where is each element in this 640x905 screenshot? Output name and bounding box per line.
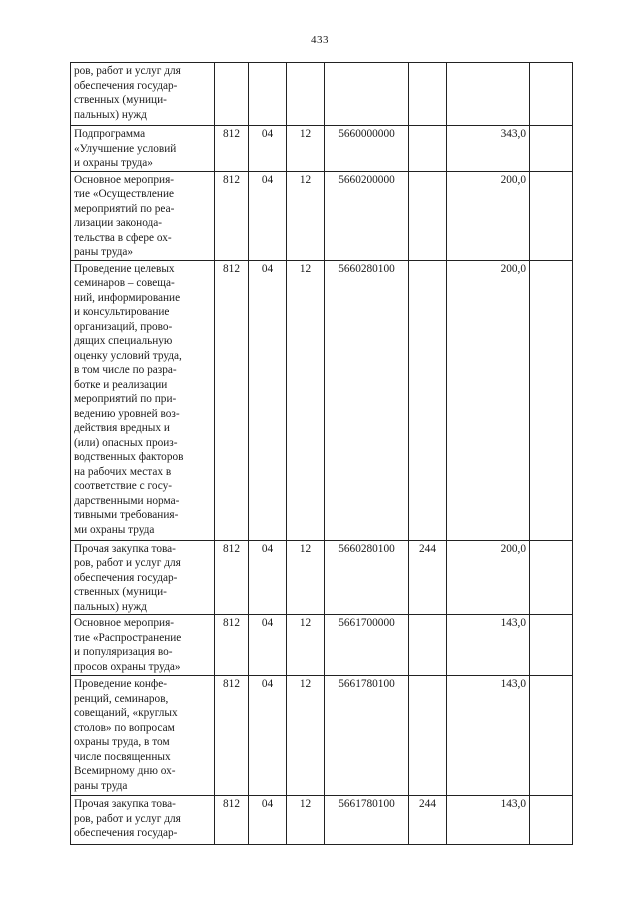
amount-cell: 143,0 bbox=[447, 676, 530, 796]
amount-cell: 343,0 bbox=[447, 126, 530, 172]
amount-cell: 143,0 bbox=[447, 615, 530, 676]
ministry-code-cell: 812 bbox=[215, 540, 249, 615]
section-code-cell bbox=[249, 63, 287, 126]
row-name-cell: Подпрограмма «Улучшение условий и охраны труда» bbox=[71, 126, 215, 172]
empty-cell bbox=[530, 171, 573, 260]
subsection-code-cell bbox=[287, 63, 325, 126]
ministry-code-cell: 812 bbox=[215, 676, 249, 796]
section-code-cell: 04 bbox=[249, 171, 287, 260]
table-row bbox=[71, 260, 573, 540]
empty-cell bbox=[530, 540, 573, 615]
expense-type-cell bbox=[409, 615, 447, 676]
amount-cell: 200,0 bbox=[447, 171, 530, 260]
page-number: 433 bbox=[311, 34, 329, 46]
expense-type-cell bbox=[409, 676, 447, 796]
ministry-code-cell: 812 bbox=[215, 796, 249, 845]
expense-type-cell bbox=[409, 260, 447, 540]
subsection-code-cell: 12 bbox=[287, 676, 325, 796]
amount-cell bbox=[447, 63, 530, 126]
subsection-code-cell: 12 bbox=[287, 540, 325, 615]
table-row bbox=[71, 540, 573, 615]
empty-cell bbox=[530, 796, 573, 845]
budget-table bbox=[70, 62, 573, 845]
expense-type-cell bbox=[409, 63, 447, 126]
subsection-code-cell: 12 bbox=[287, 796, 325, 845]
section-code-cell: 04 bbox=[249, 615, 287, 676]
ministry-code-cell bbox=[215, 63, 249, 126]
expense-type-cell bbox=[409, 126, 447, 172]
ministry-code-cell: 812 bbox=[215, 615, 249, 676]
amount-cell: 200,0 bbox=[447, 540, 530, 615]
empty-cell bbox=[530, 260, 573, 540]
row-name-cell: Прочая закупка това- ров, работ и услуг для обеспечения государ- ственных (муници- пальных) нужд bbox=[71, 540, 215, 615]
ministry-code-cell: 812 bbox=[215, 126, 249, 172]
empty-cell bbox=[530, 126, 573, 172]
target-code-cell: 5660000000 bbox=[325, 126, 409, 172]
target-code-cell: 5661780100 bbox=[325, 796, 409, 845]
expense-type-cell bbox=[409, 171, 447, 260]
row-name-cell: Основное мероприя- тие «Осуществление мероприятий по реа- лизации законода- тельства в сфере ох- раны труда» bbox=[71, 171, 215, 260]
subsection-code-cell: 12 bbox=[287, 260, 325, 540]
subsection-code-cell: 12 bbox=[287, 171, 325, 260]
section-code-cell: 04 bbox=[249, 796, 287, 845]
empty-cell bbox=[530, 615, 573, 676]
row-name-cell: ров, работ и услуг для обеспечения государ- ственных (муници- пальных) нужд bbox=[71, 63, 215, 126]
section-code-cell: 04 bbox=[249, 540, 287, 615]
row-name-cell: Проведение конфе- ренций, семинаров, совещаний, «круглых столов» по вопросам охраны труда, в том числе посвященных Всемирному дню ох- раны труда bbox=[71, 676, 215, 796]
target-code-cell: 5661780100 bbox=[325, 676, 409, 796]
amount-cell: 143,0 bbox=[447, 796, 530, 845]
expense-type-cell: 244 bbox=[409, 540, 447, 615]
table-row bbox=[71, 615, 573, 676]
table-row bbox=[71, 796, 573, 845]
ministry-code-cell: 812 bbox=[215, 260, 249, 540]
ministry-code-cell: 812 bbox=[215, 171, 249, 260]
row-name-cell: Проведение целевых семинаров – совеща- ний, информирование и консультирование организаций, прово- дящих специальную оценку условий труда, в том числе по разра- ботке и реализации мероприятий по при- ведению уровней воз- действия вредных и (или) опасных произ- водственных факторов на рабочих местах в соответствие с госу- дарственными норма- тивными требования- ми охраны труда bbox=[71, 260, 215, 540]
target-code-cell: 5660280100 bbox=[325, 540, 409, 615]
row-name-cell: Прочая закупка това- ров, работ и услуг для обеспечения государ- bbox=[71, 796, 215, 845]
target-code-cell: 5660200000 bbox=[325, 171, 409, 260]
row-name-cell: Основное мероприя- тие «Распространение и популяризация во- просов охраны труда» bbox=[71, 615, 215, 676]
table-row bbox=[71, 171, 573, 260]
empty-cell bbox=[530, 676, 573, 796]
section-code-cell: 04 bbox=[249, 260, 287, 540]
section-code-cell: 04 bbox=[249, 126, 287, 172]
expense-type-cell: 244 bbox=[409, 796, 447, 845]
table-row bbox=[71, 63, 573, 126]
subsection-code-cell: 12 bbox=[287, 126, 325, 172]
section-code-cell: 04 bbox=[249, 676, 287, 796]
table-row bbox=[71, 126, 573, 172]
subsection-code-cell: 12 bbox=[287, 615, 325, 676]
table-row bbox=[71, 676, 573, 796]
target-code-cell: 5661700000 bbox=[325, 615, 409, 676]
amount-cell: 200,0 bbox=[447, 260, 530, 540]
empty-cell bbox=[530, 63, 573, 126]
target-code-cell: 5660280100 bbox=[325, 260, 409, 540]
target-code-cell bbox=[325, 63, 409, 126]
